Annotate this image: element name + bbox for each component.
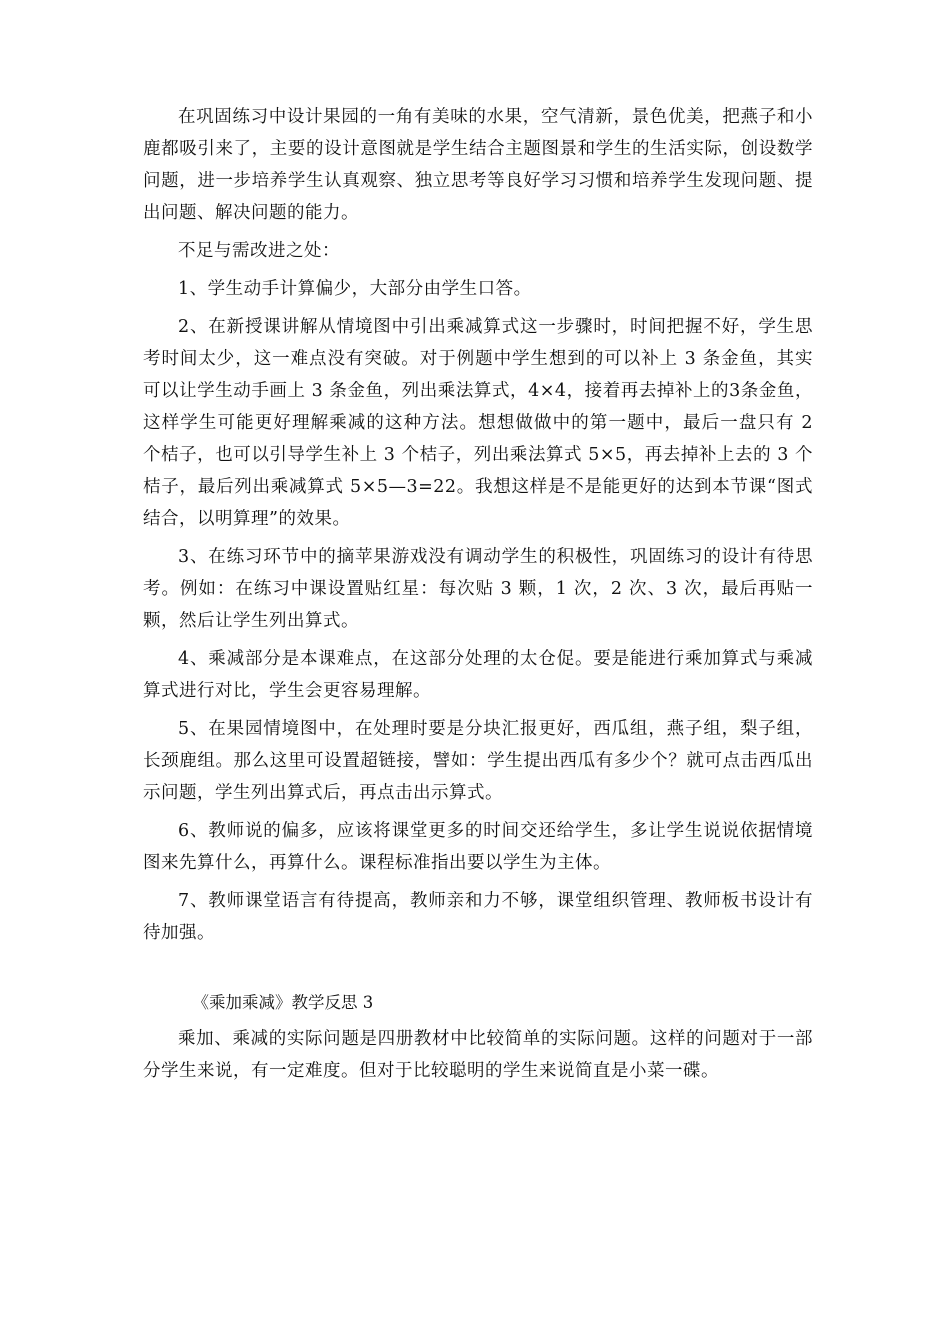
paragraph-item-4: 4、乘减部分是本课难点，在这部分处理的太仓促。要是能进行乘加算式与乘减算式进行对比，学生会更容易理解。	[143, 649, 813, 701]
paragraph-shortcomings-heading: 不足与需改进之处：	[178, 241, 340, 261]
paragraph-item-1: 1、学生动手计算偏少，大部分由学生口答。	[178, 279, 532, 299]
section-title: 《乘加乘减》教学反思 3	[192, 993, 374, 1012]
section-paragraph: 乘加、乘减的实际问题是四册教材中比较简单的实际问题。这样的问题对于一部分学生来说，有一定难度。但对于比较聪明的学生来说简直是小菜一碟。	[143, 1029, 813, 1081]
paragraph-item-7: 7、教师课堂语言有待提高，教师亲和力不够，课堂组织管理、教师板书设计有待加强。	[143, 891, 813, 943]
paragraph-item-3: 3、在练习环节中的摘苹果游戏没有调动学生的积极性，巩固练习的设计有待思考。例如：在练习中课设置贴红星：每次贴 3 颗，1 次，2 次、3 次，最后再贴一颗，然后让学生列出算式。	[143, 547, 813, 631]
paragraph-intro: 在巩固练习中设计果园的一角有美味的水果，空气清新，景色优美，把燕子和小鹿都吸引来了，主要的设计意图就是学生结合主题图景和学生的生活实际，创设数学问题，进一步培养学生认真观察、独立思考等良好学习习惯和培养学生发现问题、提出问题、解决问题的能力。	[143, 107, 813, 223]
paragraph-item-2: 2、在新授课讲解从情境图中引出乘减算式这一步骤时，时间把握不好，学生思考时间太少，这一难点没有突破。对于例题中学生想到的可以补上 3 条金鱼，其实可以让学生动手画上 3 条金鱼，列出乘法算式，4×4，接着再去掉补上的3条金鱼，这样学生可能更好理解乘减的这种方法。想想做做中的第一题中，最后一盘只有 2 个桔子，也可以引导学生补上 3 个桔子，列出乘法算式 5×5，再去掉补上去的 3 个桔子，最后列出乘减算式 5×5—3=22。我想这样是不是能更好的达到本节课“图式结合，以明算理”的效果。	[143, 317, 813, 529]
document-body	[143, 101, 813, 1093]
paragraph-item-6: 6、教师说的偏多，应该将课堂更多的时间交还给学生，多让学生说说依据情境图来先算什么，再算什么。课程标准指出要以学生为主体。	[143, 821, 813, 873]
paragraph-item-5: 5、在果园情境图中，在处理时要是分块汇报更好，西瓜组，燕子组，梨子组，长颈鹿组。那么这里可设置超链接，譬如：学生提出西瓜有多少个？就可点击西瓜出示问题，学生列出算式后，再点击出示算式。	[143, 719, 813, 803]
